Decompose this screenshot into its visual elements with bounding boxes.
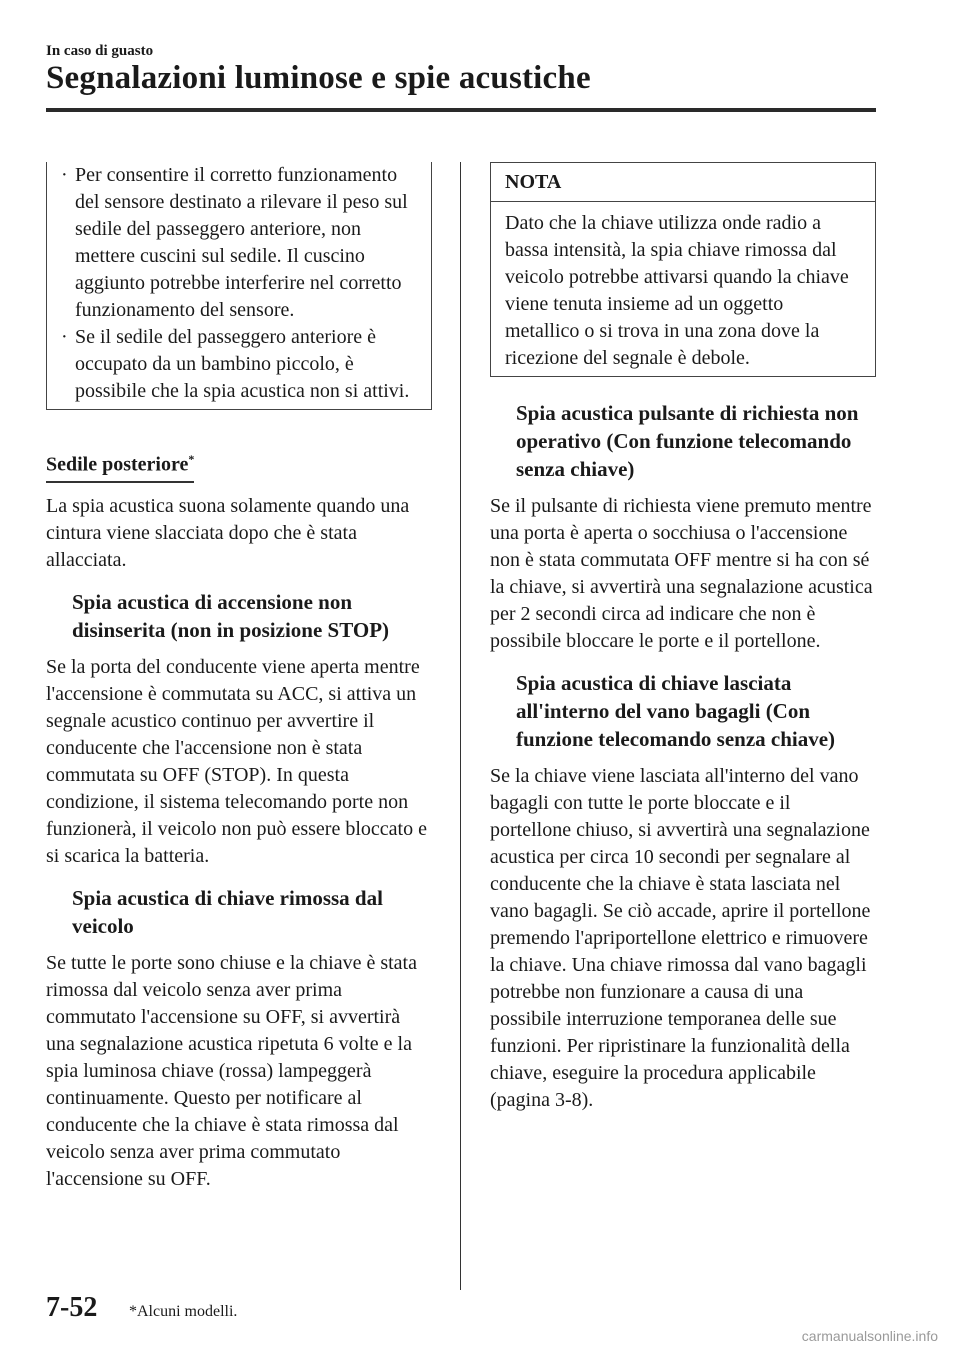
rear-seat-heading-text: Sedile posteriore: [46, 453, 189, 476]
rear-seat-text: La spia acustica suona solamente quando una cintura viene slacciata dopo che è stata allacciata.: [46, 494, 410, 571]
note-text: Dato che la chiave utilizza onde radio a bassa intensità, la spia chiave rimossa dal veicolo potrebbe attivarsi quando la chiave viene tenuta insieme ad un oggetto metallico o si trova in una zona dove la ricezione del segnale è debole.: [505, 212, 849, 369]
key-removed-heading: Spia acustica di chiave rimossa dal veicolo: [72, 885, 383, 938]
footnote: *Alcuni modelli.: [129, 1303, 238, 1320]
note-body: [491, 202, 875, 376]
rear-seat-heading: [46, 446, 194, 483]
note-box: [490, 162, 876, 377]
bullet-icon: ·: [61, 326, 68, 348]
request-heading: Spia acustica pulsante di richiesta non operativo (Con funzione telecomando senza chiave): [516, 401, 859, 481]
section-label: In caso di guasto: [46, 43, 154, 59]
ignition-text: Se la porta del conducente viene aperta mentre l'accensione è commutata su ACC, si attiva un segnale acustico continuo per avvertire il conducente che l'accensione non è stata commutata su OFF (STOP). In questa condizione, il sistema telecomando porte non funzionerà, il veicolo non può essere bloccato e si scarica la batteria.: [46, 655, 427, 867]
trunk-text: Se la chiave viene lasciata all'interno del vano bagagli con tutte le porte bloccate e il portellone chiuso, si avvertirà una segnalazione acustica per circa 10 secondi per segnalare al conducente che la chiave è stata lasciata nel vano bagagli. Se ciò accade, aprire il portellone premendo l'apriportellone elettrico e rimuovere la chiave. Una chiave rimossa dal vano bagagli potrebbe non funzionare a causa di una possibile interruzione temporanea delle sue funzioni. Per ripristinare la funzionalità della chiave, eseguire la procedura applicabile (pagina 3-8).: [490, 765, 871, 1111]
note-box-continued: [46, 162, 432, 410]
column-divider: [460, 162, 461, 1290]
note-bullet: [61, 324, 417, 405]
left-column: [46, 162, 432, 1193]
note-bullet-text: Se il sedile del passeggero anteriore è occupato da un bambino piccolo, è possibile che la spia acustica non si attivi.: [75, 326, 410, 402]
page-number: 7-52: [46, 1292, 98, 1323]
footnote-mark: *: [188, 452, 195, 466]
right-column: [490, 162, 876, 1114]
trunk-heading: Spia acustica di chiave lasciata all'interno del vano bagagli (Con funzione telecomando senza chiave): [516, 671, 836, 751]
note-title: NOTA: [491, 163, 875, 202]
note-bullet-text: Per consentire il corretto funzionamento del sensore destinato a rilevare il peso sul sedile del passeggero anteriore, non mettere cuscini sul sedile. Il cuscino aggiunto potrebbe interferire nel corretto funzionamento del sensore.: [75, 164, 408, 321]
ignition-heading: Spia acustica di accensione non disinserita (non in posizione STOP): [72, 589, 390, 642]
note-bullet: [61, 162, 417, 324]
request-text: Se il pulsante di richiesta viene premuto mentre una porta è aperta o socchiusa o l'accensione non è stata commutata OFF mentre si ha con sé la chiave, si avvertirà una segnalazione acustica per 2 secondi circa ad indicare che non è possibile bloccare le porte e il portellone.: [490, 495, 873, 652]
key-removed-text: Se tutte le porte sono chiuse e la chiave è stata rimossa dal veicolo senza aver prima commutato l'accensione su OFF, si avvertirà una segnalazione acustica ripetuta 6 volte e la spia luminosa chiave (rossa) lampeggerà continuamente. Questo per notificare al conducente che la chiave è stata rimossa dal veicolo senza aver prima commutato l'accensione su OFF.: [46, 951, 417, 1190]
watermark: carmanualsonline.info: [801, 1328, 938, 1344]
page-title: Segnalazioni luminose e spie acustiche: [46, 60, 591, 96]
header-rule: [46, 108, 876, 112]
bullet-icon: ·: [61, 164, 68, 186]
